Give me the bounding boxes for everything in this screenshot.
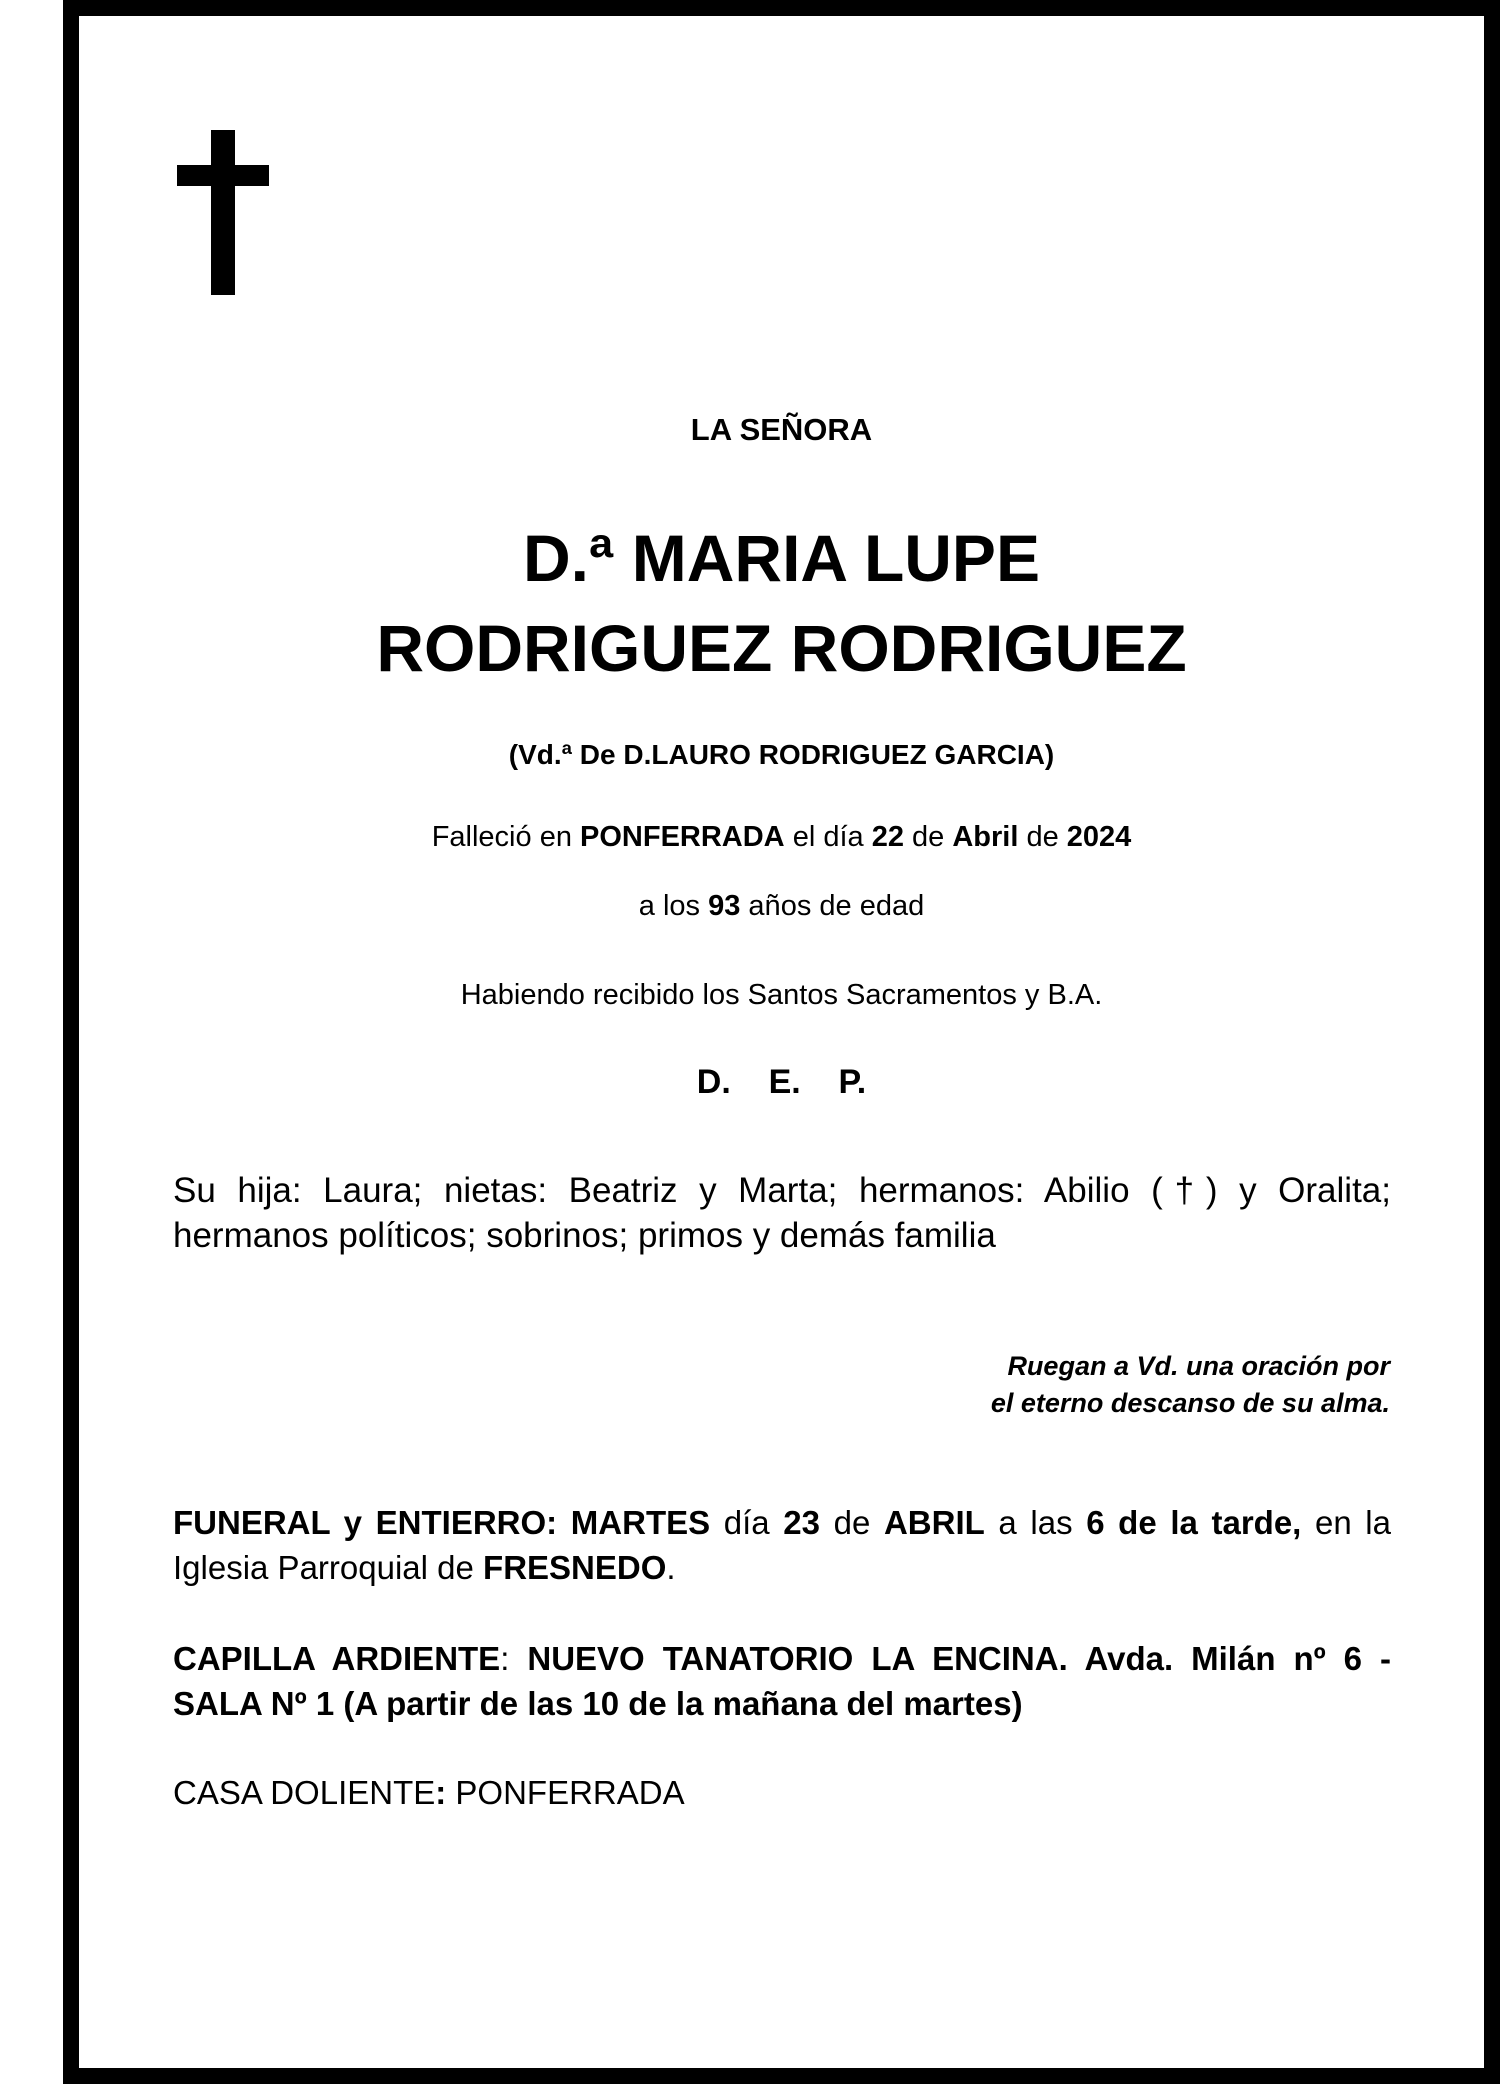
house-info: CASA DOLIENTE: PONFERRADA bbox=[173, 1774, 685, 1811]
deceased-name-line1: D.ª MARIA LUPE bbox=[523, 521, 1040, 595]
family-list: Su hija: Laura; nietas: Beatriz y Marta; hermanos: Abilio (†) y Oralita; hermanos políticos; sobrinos; primos y demás familia bbox=[173, 1171, 1391, 1255]
chapel-info: CAPILLA ARDIENTE: NUEVO TANATORIO LA ENCINA. Avda. Milán nº 6 - SALA Nº 1 (A partir de las 10 de la mañana del martes) bbox=[173, 1640, 1391, 1722]
deceased-name-line2: RODRIGUEZ RODRIGUEZ bbox=[376, 611, 1187, 685]
prayer-line1: Ruegan a Vd. una oración por bbox=[1007, 1351, 1390, 1381]
death-info: Falleció en PONFERRADA el día 22 de Abril de 2024 bbox=[431, 821, 1132, 853]
heading: LA SEÑORA bbox=[690, 412, 873, 447]
prayer-line2: el eterno descanso de su alma. bbox=[990, 1388, 1390, 1418]
sacraments: Habiendo recibido los Santos Sacramentos y B.A. bbox=[460, 979, 1103, 1011]
age-info: a los 93 años de edad bbox=[638, 890, 925, 922]
widow-of: (Vd.ª De D.LAURO RODRIGUEZ GARCIA) bbox=[508, 739, 1055, 770]
dep: D. E. P. bbox=[696, 1063, 867, 1101]
funeral-info: FUNERAL y ENTIERRO: MARTES día 23 de ABRIL a las 6 de la tarde, en la Iglesia Parroquial de FRESNEDO. bbox=[173, 1504, 1391, 1586]
prayer-request bbox=[991, 1348, 1390, 1422]
